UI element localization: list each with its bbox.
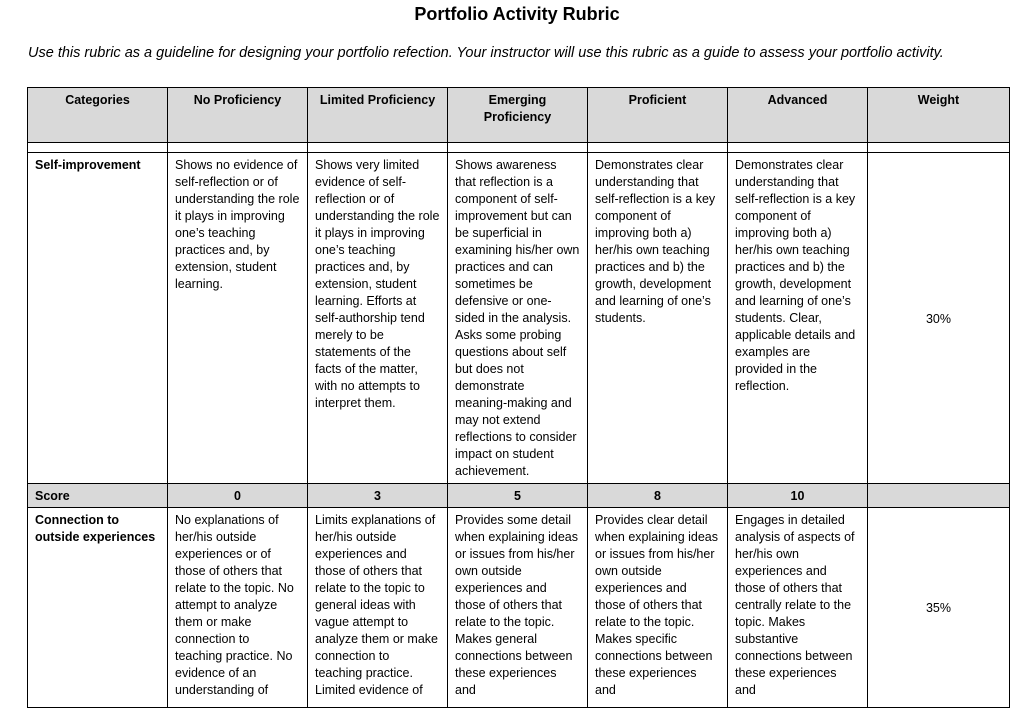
- score-row: [28, 484, 1010, 508]
- cell-self-improvement-limited: Shows very limited evidence of self-reflection or of understanding the role it plays in improving one’s teaching practices and, by extension, student learning. Efforts at self-authorship tend merely to be statements of the facts of the matter, with no attempts to interpret them.: [308, 153, 448, 484]
- intro-text: Use this rubric as a guideline for designing your portfolio refection. Your instructor will use this rubric as a guide to assess your portfolio activity.: [28, 45, 944, 61]
- score-emerging: 5: [448, 484, 588, 508]
- page-title: Portfolio Activity Rubric: [414, 4, 620, 24]
- category-connection: Connection to outside experiences: [28, 508, 168, 708]
- cell-self-improvement-advanced: Demonstrates clear understanding that self-reflection is a key component of improving both a) her/his own teaching practices and b) the growth, development and learning of one’s students. Clear, applicable details and examples are provided in the reflection.: [728, 153, 868, 484]
- rubric-table: [27, 87, 1010, 708]
- cell-connection-emerging: Provides some detail when explaining ideas or issues from his/her own outside experiences and those of others that relate to the topic. Makes general connections between these experiences and: [448, 508, 588, 708]
- header-categories: Categories: [28, 88, 168, 143]
- header-limited-proficiency: Limited Proficiency: [308, 88, 448, 143]
- score-limited: 3: [308, 484, 448, 508]
- score-advanced: 10: [728, 484, 868, 508]
- score-weight: [868, 484, 1010, 508]
- weight-connection: 35%: [868, 508, 1010, 708]
- cell-self-improvement-emerging: Shows awareness that reflection is a component of self-improvement but can be superficial in examining his/her own practices and can sometimes be defensive or one-sided in the analysis. Asks some probing questions about self but does not demonstrate meaning-making and may not extend reflections to consider impact on student achievement.: [448, 153, 588, 484]
- header-no-proficiency: No Proficiency: [168, 88, 308, 143]
- header-row: [28, 88, 1010, 143]
- cell-self-improvement-no-proficiency: Shows no evidence of self-reflection or of understanding the role it plays in improving one’s teaching practices and, by extension, student learning.: [168, 153, 308, 484]
- score-proficient: 8: [588, 484, 728, 508]
- cell-connection-proficient: Provides clear detail when explaining ideas or issues from his/her own outside experiences and those of others that relate to the topic. Makes specific connections between these experiences and: [588, 508, 728, 708]
- header-advanced: Advanced: [728, 88, 868, 143]
- category-self-improvement: Self-improvement: [28, 153, 168, 484]
- cell-connection-advanced: Engages in detailed analysis of aspects of her/his own experiences and those of others that centrally relate to the topic. Makes substantive connections between these experiences and: [728, 508, 868, 708]
- table-row-self-improvement: [28, 153, 1010, 484]
- weight-self-improvement: 30%: [868, 153, 1010, 484]
- table-row-connection: [28, 508, 1010, 708]
- header-emerging-proficiency: Emerging Proficiency: [448, 88, 588, 143]
- cell-connection-no-proficiency: No explanations of her/his outside experiences or of those of others that relate to the topic. No attempt to analyze them or make connection to teaching practice. No evidence of an understanding of: [168, 508, 308, 708]
- score-no-proficiency: 0: [168, 484, 308, 508]
- row-spacer: [28, 143, 1010, 153]
- cell-connection-limited: Limits explanations of her/his outside experiences and those of others that relate to the topic to general ideas with vague attempt to analyze them or make connection to teaching practice. Limited evidence of: [308, 508, 448, 708]
- header-proficient: Proficient: [588, 88, 728, 143]
- score-label: Score: [28, 484, 168, 508]
- cell-self-improvement-proficient: Demonstrates clear understanding that self-reflection is a key component of improving both a) her/his own teaching practices and b) the growth, development and learning of one’s students.: [588, 153, 728, 484]
- header-weight: Weight: [868, 88, 1010, 143]
